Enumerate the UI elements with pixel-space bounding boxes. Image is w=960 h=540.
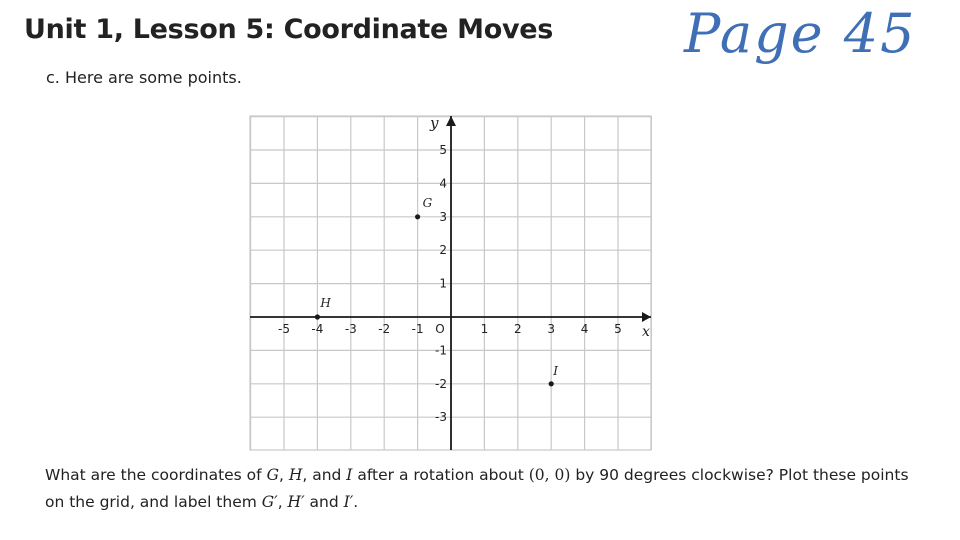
x-tick-label: 5 <box>614 322 622 336</box>
x-tick-label: -2 <box>378 322 391 336</box>
point-G <box>415 214 420 219</box>
var-H: H <box>288 466 303 484</box>
question-text <box>45 462 925 516</box>
question-and2: and <box>304 493 344 511</box>
x-tick-label: 3 <box>547 322 556 336</box>
point-label-I: I <box>553 363 558 378</box>
y-tick-label: 3 <box>439 209 447 224</box>
var-H-prime: H′ <box>287 493 305 511</box>
point-label-H: H <box>320 296 331 310</box>
question-comma1: , <box>278 466 289 484</box>
x-tick-label: 2 <box>513 322 522 336</box>
question-comma2: , <box>277 493 288 511</box>
x-tick-label: -3 <box>344 322 357 336</box>
x-tick-label: 4 <box>580 322 589 336</box>
var-I-prime: I′ <box>343 493 354 511</box>
question-part1: What are the coordinates of <box>45 466 267 484</box>
var-I: I <box>346 466 353 484</box>
page-number-label: Page 45 <box>684 2 917 65</box>
x-axis-label: x <box>642 324 650 340</box>
var-G: G <box>266 466 279 484</box>
point-label-G: G <box>422 195 433 210</box>
question-part2: after a rotation about <box>352 466 529 484</box>
y-tick-label: 4 <box>439 176 447 191</box>
y-axis-label: y <box>430 114 439 132</box>
x-tick-label: -4 <box>311 322 324 336</box>
question-part3: by 90 degrees clockwise? Plot these points on the grid, and label them <box>45 466 909 511</box>
question-period: . <box>353 493 359 511</box>
point-I <box>549 381 554 386</box>
y-tick-label: 1 <box>439 276 447 291</box>
question-and1: , and <box>302 466 347 484</box>
var-G-prime: G′ <box>261 493 278 511</box>
y-tick-label: -3 <box>435 410 447 425</box>
tick-labels <box>278 114 650 424</box>
point-H <box>315 314 320 319</box>
origin-coordinates: (0, 0) <box>528 466 571 484</box>
x-tick-label: O <box>435 322 445 336</box>
x-tick-label: 1 <box>480 322 489 336</box>
y-tick-label: 5 <box>439 143 447 157</box>
y-axis-arrow <box>446 116 456 126</box>
page-title: Unit 1, Lesson 5: Coordinate Moves <box>24 14 554 45</box>
y-tick-label: 2 <box>439 243 447 258</box>
x-tick-label: -1 <box>411 322 424 336</box>
y-tick-label: -1 <box>435 343 447 358</box>
x-axis-arrow <box>642 312 651 322</box>
x-tick-label: -5 <box>278 322 290 336</box>
problem-intro: c. Here are some points. <box>46 68 242 87</box>
y-tick-label: -2 <box>435 376 447 391</box>
